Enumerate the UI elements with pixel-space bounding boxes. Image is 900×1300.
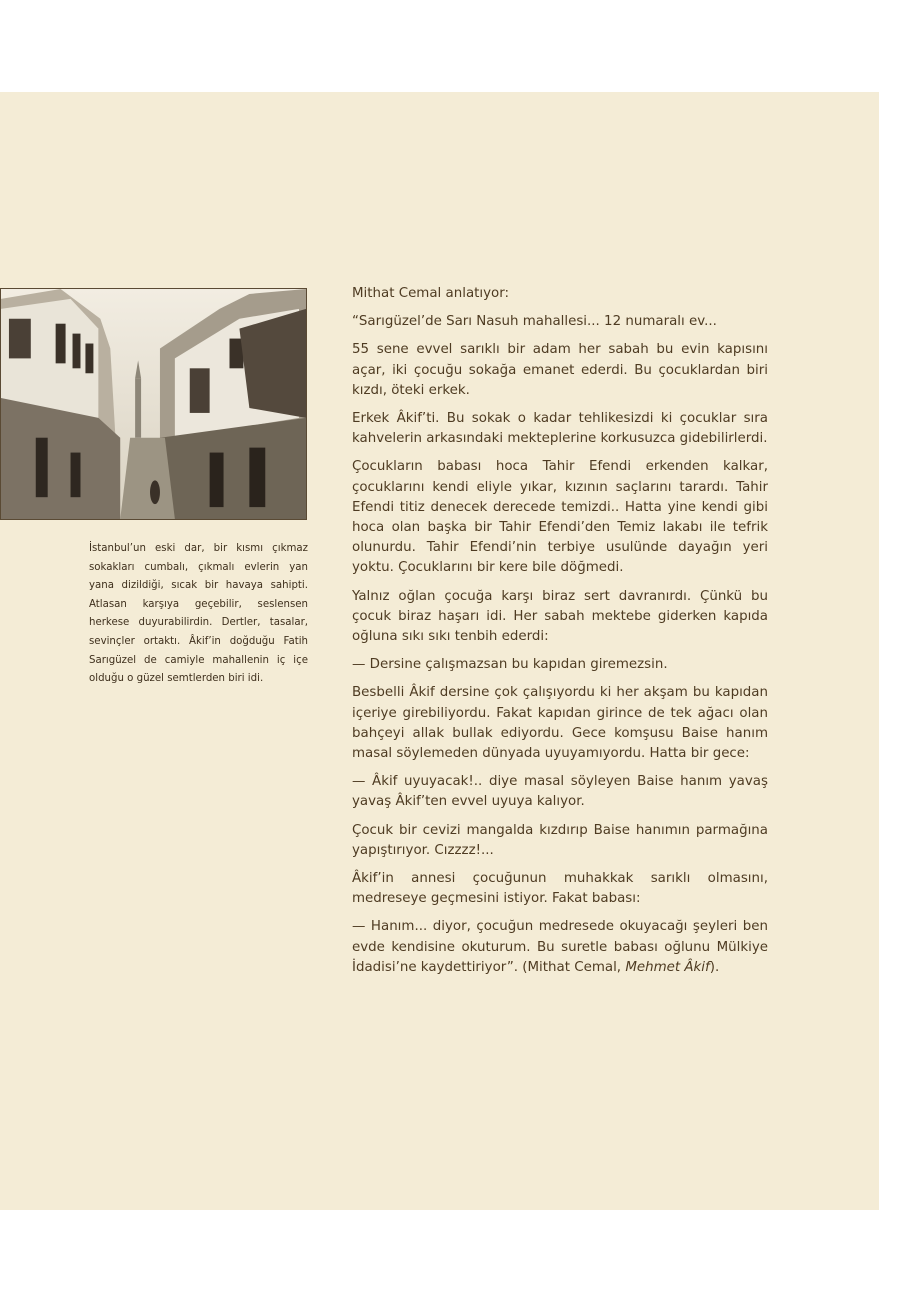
article-paragraph: Mithat Cemal anlatıyor: bbox=[352, 286, 510, 301]
street-photo-icon bbox=[1, 289, 306, 519]
article-paragraph: — Dersine çalışmazsan bu kapıdan giremezsin. bbox=[352, 657, 668, 673]
article-paragraph: “Sarıgüzel’de Sarı Nasuh mahallesi... 12 numaralı ev... bbox=[352, 314, 717, 330]
photo-caption: İstanbul’un eski dar, bir kısmı çıkmaz sokakları cumbalı, çıkmalı evlerin yan yana dizildiği, sıcak bir havaya sahipti. Atlasan karşıya geçebilir, seslensen herkese duyurabilirdin. Dertler, tasalar, sevinçler ortaktı. Âkif’in doğduğu Fatih Sarıgüzel de camiyle mahallenin iç içe olduğu o güzel semtlerden biri idi. bbox=[89, 543, 308, 685]
article-body bbox=[352, 284, 768, 986]
article-paragraph: Erkek Âkif’ti. Bu sokak o kadar tehlikesizdi ki çocuklar sıra kahvelerin arkasındaki mekteplerine korkusuzca gidebilirlerdi. bbox=[352, 411, 768, 447]
last-paragraph-closing: ). bbox=[709, 959, 720, 975]
article-last-paragraph bbox=[352, 917, 768, 978]
book-title: Mehmet Âkif bbox=[625, 959, 710, 975]
article-paragraph: 55 sene evvel sarıklı bir adam her sabah bu evin kapısını açar, iki çocuğu sokağa emanet ederdi. Bu çocuklardan biri kızdı, öteki erkek. bbox=[352, 342, 768, 398]
article-paragraph: Çocuk bir cevizi mangalda kızdırıp Baise hanımın parmağına yapıştırıyor. Cızzzz!... bbox=[352, 822, 768, 858]
article-paragraph: Yalnız oğlan çocuğa karşı biraz sert davranırdı. Çünkü bu çocuk biraz haşarı idi. Her sabah mektebe giderken kapıda oğluna sıkı sıkı tenbih ederdi: bbox=[352, 588, 768, 645]
article-paragraph: — Âkif uyuyacak!.. diye masal söyleyen Baise hanım yavaş yavaş Âkif’ten evvel uyuya kalıyor. bbox=[352, 774, 768, 810]
street-photo bbox=[0, 288, 307, 520]
article-paragraph: Âkif’in annesi çocuğunun muhakkak sarıklı olmasını, medreseye geçmesini istiyor. Fakat babası: bbox=[352, 871, 768, 907]
article-paragraph: Besbelli Âkif dersine çok çalışıyordu ki her akşam bu kapıdan içeriye girebiliyordu. Fakat kapıdan girince de tek ağacı olan bahçeyi allak bullak ediyordu. Gece komşusu Baise hanım masal söylemeden dünyada uyuyamıyordu. Hatta bir gece: bbox=[352, 685, 768, 762]
last-paragraph-text: — Hanım... diyor, çocuğun medresede okuyacağı şeyleri ben evde kendisine okuturum. Bu suretle babası oğlunu Mülkiye İdadisi’ne kaydettiriyor”. (Mithat Cemal, bbox=[352, 919, 768, 975]
article-paragraph: Çocukların babası hoca Tahir Efendi erkenden kalkar, çocuklarını kendi eliyle yıkar, kızının saçlarını tarardı. Tahir Efendi titiz denecek derecede temizdi.. Hatta yine kendi gibi hoca olan başka bir Tahir Efendi’den Temiz lakabı ile tefrik olunurdu. Tahir Efendi’nin terbiye usulünde dayağın yeri yoktu. Çocuklarını bir kere bile döğmedi. bbox=[352, 459, 768, 576]
